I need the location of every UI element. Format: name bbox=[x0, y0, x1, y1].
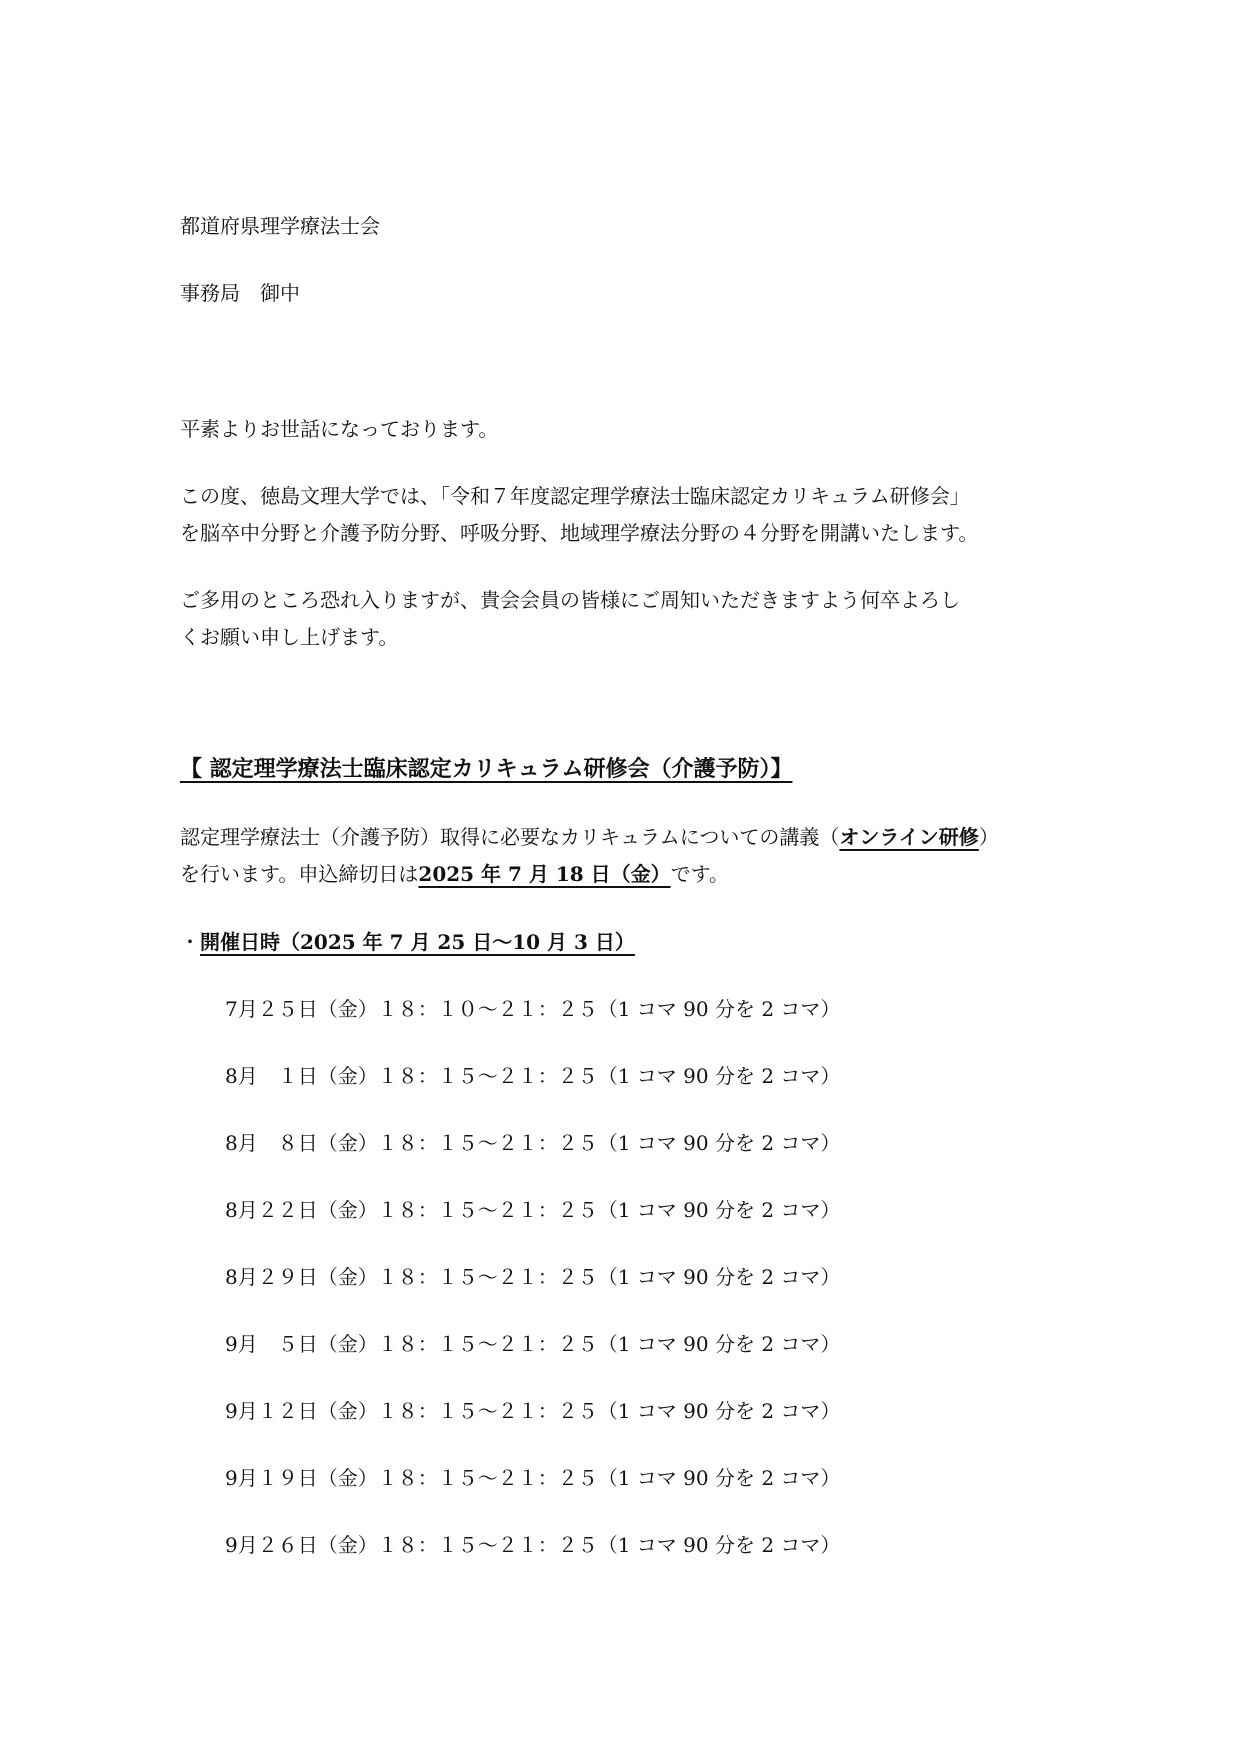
section-heading: 【 認定理学療法士臨床認定カリキュラム研修会（介護予防）】 bbox=[180, 756, 793, 782]
desc-text-2: を行います。申込締切日は bbox=[180, 862, 419, 886]
addressee-dept: 事務局 御中 bbox=[180, 281, 300, 305]
schedule-item: 8月２９日（金）１８：１５～２１：２５（1 コマ 90 分を 2 コマ） bbox=[225, 1265, 841, 1289]
addressee-org: 都道府県理学療法士会 bbox=[180, 214, 380, 238]
schedule-item: 8月 ８日（金）１８：１５～２１：２５（1 コマ 90 分を 2 コマ） bbox=[225, 1131, 841, 1155]
intro-line-2: を脳卒中分野と介護予防分野、呼吸分野、地域理学療法分野の４分野を開講いたします。 bbox=[180, 521, 979, 545]
deadline-date: 2025 年 7 月 18 日（金） bbox=[418, 862, 671, 886]
greeting: 平素よりお世話になっております。 bbox=[180, 417, 499, 441]
schedule-item: 9月１９日（金）１８：１５～２１：２５（1 コマ 90 分を 2 コマ） bbox=[225, 1466, 841, 1490]
schedule-item: 8月２２日（金）１８：１５～２１：２５（1 コマ 90 分を 2 コマ） bbox=[225, 1198, 841, 1222]
schedule-title-text: 開催日時（2025 年 7 月 25 日～10 月 3 日） bbox=[200, 930, 635, 954]
request-line-2: くお願い申し上げます。 bbox=[180, 625, 399, 649]
schedule-item: 9月１２日（金）１８：１５～２１：２５（1 コマ 90 分を 2 コマ） bbox=[225, 1399, 841, 1423]
desc-text-close: ） bbox=[978, 825, 999, 849]
desc-text-2-end: です。 bbox=[670, 862, 730, 886]
schedule-item: 8月 １日（金）１８：１５～２１：２５（1 コマ 90 分を 2 コマ） bbox=[225, 1064, 841, 1088]
section-desc-line-1 bbox=[180, 823, 999, 851]
request-line-1: ご多用のところ恐れ入りますが、貴会会員の皆様にご周知いただきますよう何卒よろし bbox=[180, 588, 960, 612]
schedule-title bbox=[180, 928, 635, 956]
desc-text: 認定理学療法士（介護予防）取得に必要なカリキュラムについての講義（ bbox=[180, 825, 840, 849]
schedule-item: 9月 ５日（金）１８：１５～２１：２５（1 コマ 90 分を 2 コマ） bbox=[225, 1332, 841, 1356]
bullet: ・ bbox=[180, 930, 200, 954]
section-desc-line-2 bbox=[180, 860, 729, 888]
intro-line-1: この度、徳島文理大学では、「令和７年度認定理学療法士臨床認定カリキュラム研修会」 bbox=[180, 484, 970, 508]
schedule-item: 7月２５日（金）１８：１０～２１：２５（1 コマ 90 分を 2 コマ） bbox=[225, 997, 841, 1021]
online-training-label: オンライン研修 bbox=[839, 825, 979, 849]
schedule-item: 9月２６日（金）１８：１５～２１：２５（1 コマ 90 分を 2 コマ） bbox=[225, 1533, 841, 1557]
